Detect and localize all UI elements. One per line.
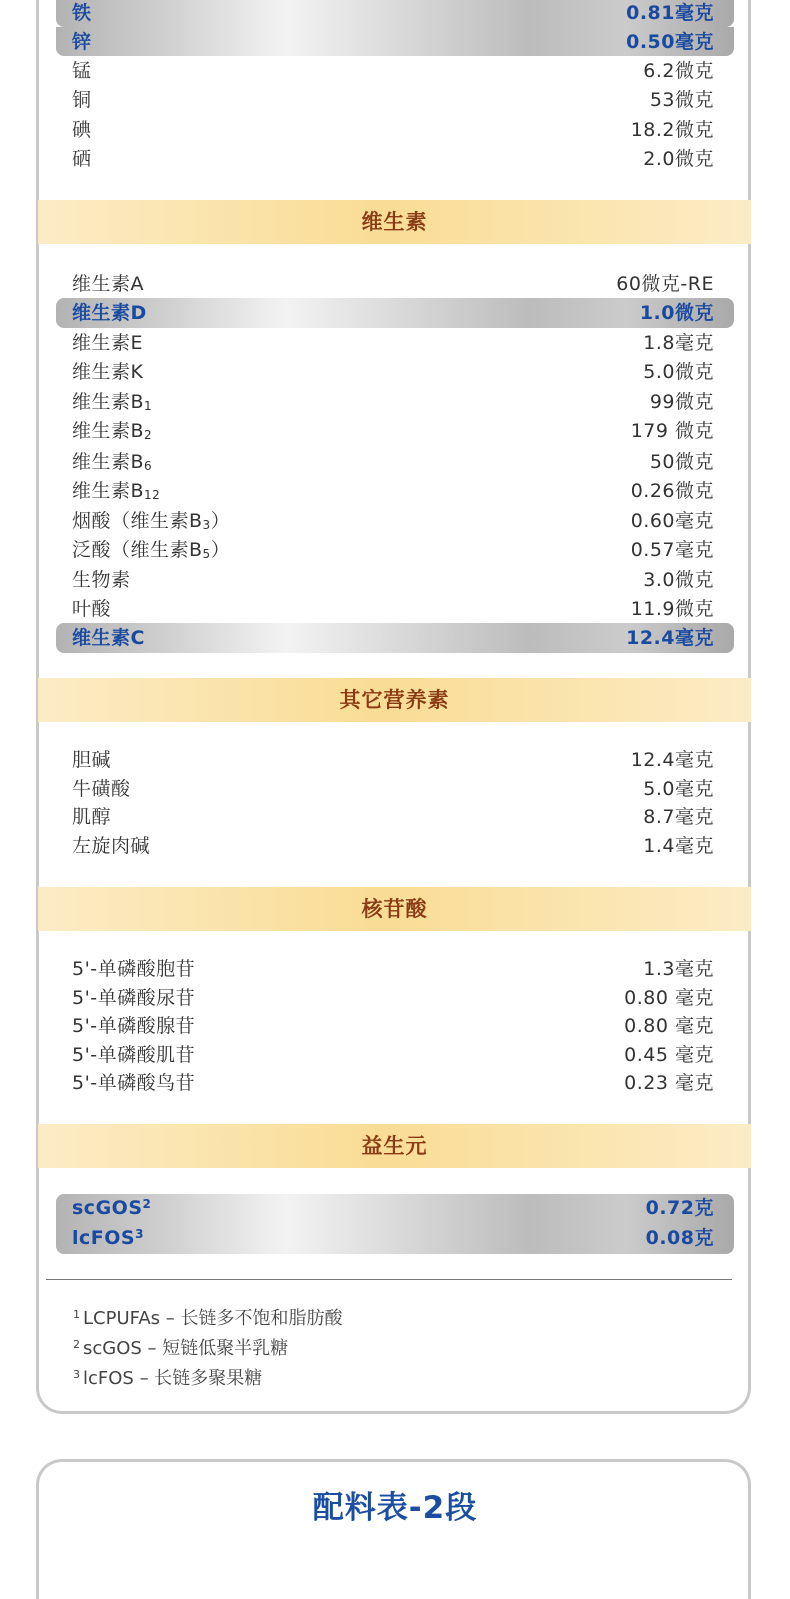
nutrient-row-vitamin-b6 [72, 448, 714, 477]
nutrient-value: 1.0微克 [639, 302, 714, 324]
nutrient-value: 50微克 [649, 451, 714, 473]
nutrient-row-cmp [72, 955, 714, 984]
nutrient-name: 牛磺酸 [72, 778, 131, 800]
nutrient-value: 0.80 毫克 [624, 987, 714, 1009]
nutrient-row-gmp [72, 1069, 714, 1098]
nutrient-value: 3.0微克 [643, 569, 714, 591]
nutrient-row-niacin [72, 507, 714, 536]
nutrient-value: 0.45 毫克 [624, 1044, 714, 1066]
nutrient-value: 0.23 毫克 [624, 1072, 714, 1094]
nutrient-name: 5'-单磷酸肌苷 [72, 1044, 196, 1066]
nutrient-name: 5'-单磷酸腺苷 [72, 1015, 196, 1037]
nutrient-name: 维生素D [72, 302, 147, 324]
nutrient-value: 0.72克 [645, 1197, 714, 1219]
nutrient-row-scgos [72, 1194, 714, 1223]
nutrient-name: 5'-单磷酸胞苷 [72, 958, 196, 980]
nutrient-row-copper [72, 86, 714, 115]
nutrient-row-imp [72, 1041, 714, 1070]
nutrient-row-vitamin-c [72, 624, 714, 653]
section-header-nucleotides: 核苷酸 [38, 887, 751, 931]
nutrient-row-biotin [72, 566, 714, 595]
nutrient-name: 维生素K [72, 361, 144, 383]
nutrient-row-iron [72, 0, 714, 28]
nutrient-row-choline [72, 746, 714, 775]
nutrient-name: 铜 [72, 89, 92, 111]
nutrient-value: 0.26微克 [630, 480, 714, 502]
nutrient-value: 53微克 [649, 89, 714, 111]
nutrient-name: lcFOS$^3$ [72, 1227, 144, 1249]
nutrient-value: 5.0毫克 [643, 778, 714, 800]
nutrient-row-lcfos [72, 1224, 714, 1253]
nutrient-row-manganese [72, 57, 714, 86]
nutrient-value: 0.60毫克 [630, 510, 714, 532]
nutrient-row-vitamin-k [72, 358, 714, 387]
nutrient-row-amp [72, 1012, 714, 1041]
section-header-prebiotics: 益生元 [38, 1124, 751, 1168]
nutrient-value: 2.0微克 [643, 148, 714, 170]
nutrient-row-vitamin-b2 [72, 417, 714, 446]
nutrient-name: 烟酸（维生素$B_3$） [72, 510, 231, 532]
nutrient-name: 锰 [72, 60, 92, 82]
nutrient-row-taurine [72, 775, 714, 804]
footnote: $^3$ lcFOS – 长链多聚果糖 [73, 1368, 263, 1389]
nutrient-name: 胆碱 [72, 749, 112, 771]
nutrient-value: 12.4毫克 [626, 627, 714, 649]
nutrient-name: 铁 [72, 2, 92, 24]
nutrient-value: 99微克 [649, 391, 714, 413]
nutrient-row-zinc [72, 28, 714, 57]
footnote: $^1$ LCPUFAs – 长链多不饱和脂肪酸 [73, 1308, 343, 1329]
nutrient-value: 1.4毫克 [643, 835, 714, 857]
nutrient-name: 维生素C [72, 627, 145, 649]
section-header-vitamins: 维生素 [38, 200, 751, 244]
nutrient-name: 5'-单磷酸尿苷 [72, 987, 196, 1009]
nutrient-name: 维生素$B_{12}$ [72, 480, 161, 502]
nutrient-name: scGOS$^2$ [72, 1197, 152, 1219]
section-header-other-nutrients: 其它营养素 [38, 678, 751, 722]
nutrient-value: 18.2微克 [630, 119, 714, 141]
nutrient-row-vitamin-d [72, 299, 714, 328]
nutrient-row-inositol [72, 803, 714, 832]
nutrient-value: 1.8毫克 [643, 332, 714, 354]
nutrient-row-iodine [72, 116, 714, 145]
nutrient-value: 12.4毫克 [630, 749, 714, 771]
nutrient-row-pantothenic-acid [72, 536, 714, 565]
nutrient-value: 0.50毫克 [626, 31, 714, 53]
nutrient-value: 1.3毫克 [643, 958, 714, 980]
nutrient-value: 179 微克 [630, 420, 714, 442]
nutrient-name: 肌醇 [72, 806, 112, 828]
nutrient-value: 0.57毫克 [630, 539, 714, 561]
nutrient-name: 维生素E [72, 332, 144, 354]
nutrient-name: 维生素$B_2$ [72, 420, 153, 442]
nutrient-row-vitamin-b1 [72, 388, 714, 417]
nutrient-value: 8.7毫克 [643, 806, 714, 828]
nutrient-name: 叶酸 [72, 598, 112, 620]
nutrient-value: 6.2微克 [643, 60, 714, 82]
nutrient-name: 左旋肉碱 [72, 835, 151, 857]
nutrient-value: 0.81毫克 [626, 2, 714, 24]
nutrient-name: 硒 [72, 148, 92, 170]
nutrient-name: 碘 [72, 119, 92, 141]
nutrient-name: 生物素 [72, 569, 131, 591]
footnote-divider [46, 1279, 732, 1280]
nutrient-row-vitamin-a [72, 270, 714, 299]
footnote: $^2$ scGOS – 短链低聚半乳糖 [73, 1338, 289, 1359]
nutrient-row-selenium [72, 145, 714, 174]
ingredients-title: 配料表-2段 [312, 1490, 478, 1526]
nutrient-row-ump [72, 984, 714, 1013]
nutrient-name: 锌 [72, 31, 92, 53]
nutrient-value: 5.0微克 [643, 361, 714, 383]
nutrient-row-folate [72, 595, 714, 624]
nutrient-name: 维生素A [72, 273, 144, 295]
nutrient-name: 泛酸（维生素$B_5$） [72, 539, 231, 561]
nutrient-row-l-carnitine [72, 832, 714, 861]
nutrient-value: 0.08克 [645, 1227, 714, 1249]
nutrient-name: 5'-单磷酸鸟苷 [72, 1072, 196, 1094]
nutrient-value: 11.9微克 [630, 598, 714, 620]
nutrient-row-vitamin-e [72, 329, 714, 358]
nutrient-row-vitamin-b12 [72, 477, 714, 506]
nutrient-value: 0.80 毫克 [624, 1015, 714, 1037]
nutrient-name: 维生素$B_6$ [72, 451, 153, 473]
nutrient-name: 维生素$B_1$ [72, 391, 153, 413]
nutrient-value: 60微克-RE [616, 273, 714, 295]
